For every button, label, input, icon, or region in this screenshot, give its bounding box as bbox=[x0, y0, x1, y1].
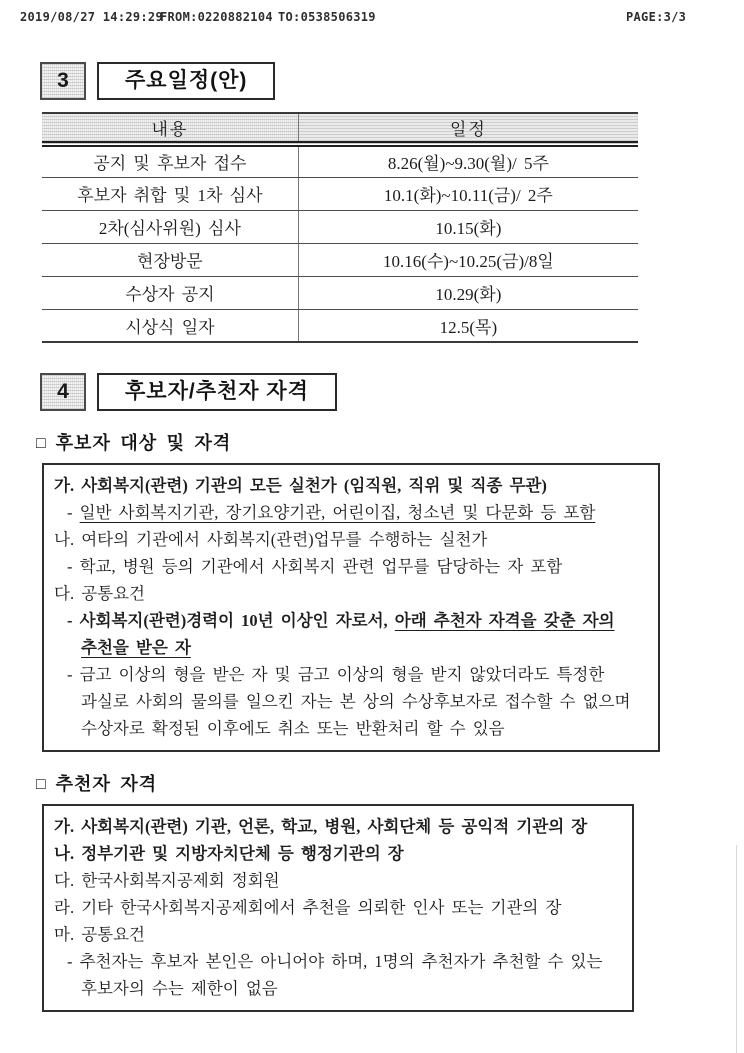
schedule-date-cell: 10.16(수)~10.25(금)/8일 bbox=[298, 243, 638, 276]
schedule-date-cell: 10.29(화) bbox=[298, 276, 638, 309]
line-text: 라. 기타 한국사회복지공제회에서 추천을 의뢰한 인사 또는 기관의 장 bbox=[54, 898, 562, 918]
fax-from-number: FROM:0220882104 bbox=[160, 10, 273, 24]
fax-to-number: TO:0538506319 bbox=[278, 10, 376, 24]
box-line bbox=[54, 921, 622, 948]
table-header-content: 내용 bbox=[42, 113, 298, 144]
section-4-title: 후보자/추천자 자격 bbox=[97, 373, 337, 411]
schedule-table bbox=[42, 112, 638, 343]
line-text: 다. 한국사회복지공제회 정회원 bbox=[54, 871, 280, 891]
box-line bbox=[54, 840, 622, 867]
box-line bbox=[54, 472, 648, 499]
box-line bbox=[54, 499, 648, 526]
line-text-underlined: 아래 추천자 자격을 갖춘 자의 추천을 받은 자 bbox=[81, 611, 615, 658]
box-line bbox=[54, 948, 622, 1002]
schedule-date-cell: 10.15(화) bbox=[298, 210, 638, 243]
section-4-number-badge: 4 bbox=[40, 373, 86, 411]
box-line bbox=[54, 894, 622, 921]
line-text: - 사회복지(관련)경력이 10년 이상인 자로서, bbox=[67, 611, 395, 631]
table-row bbox=[42, 144, 638, 177]
box-line bbox=[54, 553, 648, 580]
table-row bbox=[42, 243, 638, 276]
schedule-item-cell: 현장방문 bbox=[42, 243, 298, 276]
square-bullet-icon: □ bbox=[36, 435, 47, 453]
line-text: 가. 사회복지(관련) 기관, 언론, 학교, 병원, 사회단체 등 공익적 기관의 장 bbox=[54, 817, 588, 837]
table-header-row bbox=[42, 113, 638, 144]
candidate-subsection-heading bbox=[36, 429, 744, 455]
scan-artifact-line bbox=[736, 845, 738, 1053]
section-3-heading bbox=[40, 62, 744, 100]
section-3-title: 주요일정(안) bbox=[97, 62, 275, 100]
line-text: 마. 공통요건 bbox=[54, 925, 145, 945]
line-text: - 학교, 병원 등의 기관에서 사회복지 관련 업무를 담당하는 자 포함 bbox=[67, 557, 563, 577]
box-line bbox=[54, 867, 622, 894]
schedule-date-cell: 10.1(화)~10.11(금)/ 2주 bbox=[298, 177, 638, 210]
box-line bbox=[54, 661, 648, 742]
line-text: 나. 정부기관 및 지방자치단체 등 행정기관의 장 bbox=[54, 844, 404, 864]
table-header-schedule: 일정 bbox=[298, 113, 638, 144]
line-text: 나. 여타의 기관에서 사회복지(관련)업무를 수행하는 실천가 bbox=[54, 530, 488, 550]
box-line bbox=[54, 813, 622, 840]
recommender-qualification-box bbox=[42, 804, 634, 1012]
line-text: - bbox=[67, 503, 80, 523]
line-text: - 추천자는 후보자 본인은 아니어야 하며, 1명의 추천자가 추천할 수 있는 후보자의 수는 제한이 없음 bbox=[67, 952, 603, 999]
table-row bbox=[42, 309, 638, 342]
schedule-item-cell: 공지 및 후보자 접수 bbox=[42, 144, 298, 177]
recommender-subsection-heading bbox=[36, 770, 744, 796]
section-4-heading bbox=[40, 373, 744, 411]
square-bullet-icon: □ bbox=[36, 776, 47, 794]
candidate-subsection-title: 후보자 대상 및 자격 bbox=[55, 433, 232, 454]
line-text: 다. 공통요건 bbox=[54, 584, 145, 604]
table-row bbox=[42, 276, 638, 309]
box-line bbox=[54, 526, 648, 553]
line-text: 가. 사회복지(관련) 기관의 모든 실천가 (임직원, 직위 및 직종 무관) bbox=[54, 476, 547, 496]
line-text: - 금고 이상의 형을 받은 자 및 금고 이상의 형을 받지 않았더라도 특정한 과실로 사회의 물의를 일으킨 자는 본 상의 수상후보자로 접수할 수 없으며 수상자로 확정된 이후에도 취소 또는 반환처리 할 수 있음 bbox=[67, 665, 631, 739]
box-line bbox=[54, 607, 648, 661]
schedule-date-cell: 8.26(월)~9.30(월)/ 5주 bbox=[298, 144, 638, 177]
table-row bbox=[42, 177, 638, 210]
schedule-item-cell: 2차(심사위원) 심사 bbox=[42, 210, 298, 243]
schedule-item-cell: 시상식 일자 bbox=[42, 309, 298, 342]
fax-header bbox=[0, 8, 744, 32]
table-row bbox=[42, 210, 638, 243]
fax-datetime: 2019/08/27 14:29:29 bbox=[20, 10, 163, 24]
line-text-underlined: 일반 사회복지기관, 장기요양기관, 어린이집, 청소년 및 다문화 등 포함 bbox=[79, 503, 596, 523]
candidate-qualification-box bbox=[42, 463, 660, 752]
schedule-item-cell: 수상자 공지 bbox=[42, 276, 298, 309]
schedule-date-cell: 12.5(목) bbox=[439, 317, 498, 337]
section-3-number-badge: 3 bbox=[40, 62, 86, 100]
schedule-item-cell: 후보자 취합 및 1차 심사 bbox=[42, 177, 298, 210]
fax-page-number: PAGE:3/3 bbox=[626, 10, 687, 24]
recommender-subsection-title: 추천자 자격 bbox=[55, 774, 158, 795]
box-line bbox=[54, 580, 648, 607]
